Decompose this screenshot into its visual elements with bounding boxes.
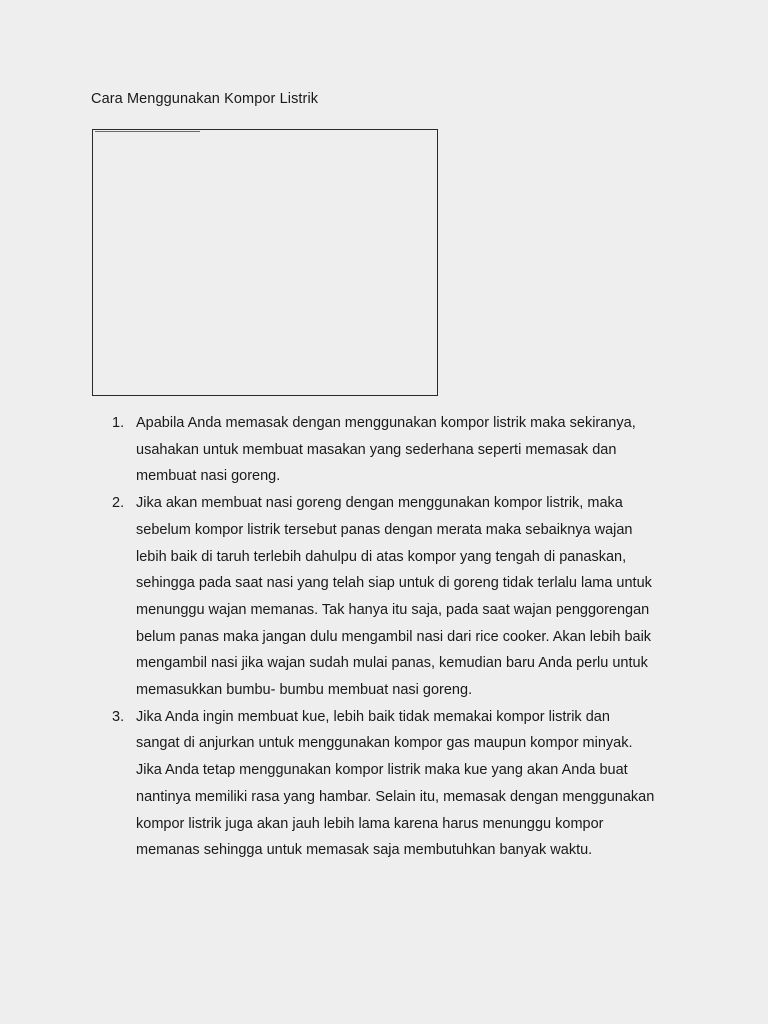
- image-caption-line: [95, 131, 200, 132]
- list-item-number: 2.: [112, 495, 125, 512]
- list-item-text: [136, 410, 696, 490]
- list-item: [0, 410, 768, 490]
- text-line: belum panas maka jangan dulu mengambil nasi dari rice cooker. Akan lebih baik: [136, 628, 652, 645]
- text-line: Jika Anda ingin membuat kue, lebih baik tidak memakai kompor listrik dan: [136, 708, 610, 725]
- text-line: kompor listrik juga akan jauh lebih lama karena harus menunggu kompor: [136, 815, 604, 832]
- list-item-number: 1.: [112, 415, 125, 431]
- list-item-text: [136, 704, 696, 864]
- list-item-text: [136, 490, 696, 704]
- list-item: [0, 704, 768, 864]
- text-line: nantinya memiliki rasa yang hambar. Selain itu, memasak dengan menggunakan: [136, 788, 655, 805]
- list-item: [0, 490, 768, 704]
- text-line: Jika akan membuat nasi goreng dengan menggunakan kompor listrik, maka: [136, 495, 623, 512]
- text-line: memanas sehingga untuk memasak saja membutuhkan banyak waktu.: [136, 842, 593, 859]
- text-line: mengambil nasi jika wajan sudah mulai panas, kemudian baru Anda perlu untuk: [136, 655, 648, 672]
- text-line: menunggu wajan memanas. Tak hanya itu saja, pada saat wajan penggorengan: [136, 601, 650, 618]
- page-title: Cara Menggunakan Kompor Listrik: [91, 91, 319, 107]
- text-line: lebih baik di taruh terlebih dahulpu di atas kompor yang tengah di panaskan,: [136, 548, 627, 565]
- instruction-list: [0, 410, 768, 864]
- text-line: memasukkan bumbu- bumbu membuat nasi goreng.: [136, 682, 473, 699]
- text-line: Jika Anda tetap menggunakan kompor listrik maka kue yang akan Anda buat: [136, 762, 628, 779]
- text-line: usahakan untuk membuat masakan yang sederhana seperti memasak dan: [136, 441, 617, 458]
- text-line: sebelum kompor listrik tersebut panas dengan merata maka sebaiknya wajan: [136, 521, 633, 538]
- text-line: sangat di anjurkan untuk menggunakan kompor gas maupun kompor minyak.: [136, 735, 633, 752]
- list-item-number: 3.: [112, 708, 125, 725]
- image-placeholder-frame: [92, 129, 438, 396]
- text-line: Apabila Anda memasak dengan menggunakan kompor listrik maka sekiranya,: [136, 415, 636, 431]
- text-line: sehingga pada saat nasi yang telah siap untuk di goreng tidak terlalu lama untuk: [136, 575, 652, 592]
- text-line: membuat nasi goreng.: [136, 468, 281, 485]
